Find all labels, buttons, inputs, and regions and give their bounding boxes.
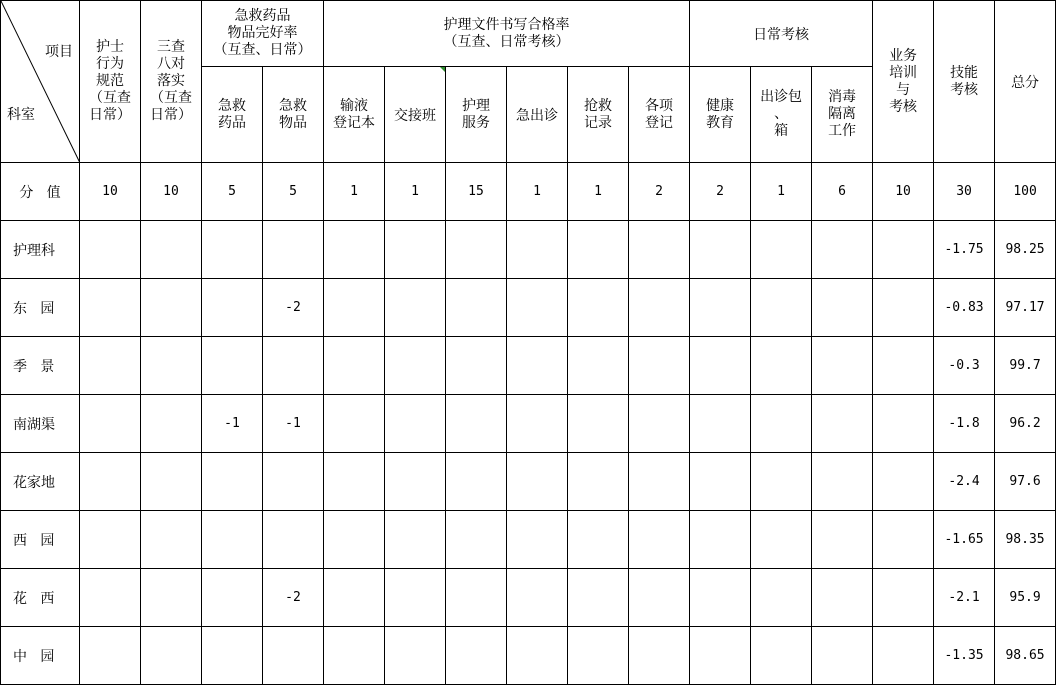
score-cell [385, 453, 446, 511]
score-cell [80, 337, 141, 395]
score-cell [141, 627, 202, 685]
score-cell [141, 395, 202, 453]
score-cell [324, 627, 385, 685]
sub-header-emergency-drugs: 急救 药品 [202, 67, 263, 163]
table-row [1, 221, 1056, 279]
score-cell [324, 453, 385, 511]
score-cell [751, 511, 812, 569]
sub-header-emergency-items: 急救 物品 [263, 67, 324, 163]
score-value-cell: 15 [446, 163, 507, 221]
score-value-cell: 10 [80, 163, 141, 221]
diagonal-divider [1, 1, 80, 163]
score-cell [80, 279, 141, 337]
score-cell [324, 511, 385, 569]
score-cell: -1.75 [934, 221, 995, 279]
score-cell: -2.1 [934, 569, 995, 627]
score-cell [446, 627, 507, 685]
score-cell: -1.8 [934, 395, 995, 453]
score-cell [507, 395, 568, 453]
data-rows [1, 221, 1056, 685]
score-cell [568, 453, 629, 511]
score-cell [446, 395, 507, 453]
score-cell [141, 279, 202, 337]
sub-header-outcall-bag: 出诊包 、 箱 [751, 67, 812, 163]
score-cell: 95.9 [995, 569, 1056, 627]
score-cell [141, 337, 202, 395]
group-header-documents: 护理文件书写合格率 （互查、日常考核） [324, 1, 690, 67]
department-name: 西 园 [1, 511, 80, 569]
score-cell [507, 569, 568, 627]
col-header-sancha: 三查 八对 落实 （互查 日常） [141, 1, 202, 163]
score-cell [202, 453, 263, 511]
department-name: 护理科 [1, 221, 80, 279]
score-cell [629, 337, 690, 395]
score-cell [568, 511, 629, 569]
score-cell [141, 511, 202, 569]
score-cell [873, 453, 934, 511]
table-row [1, 569, 1056, 627]
score-value-cell: 1 [385, 163, 446, 221]
score-cell [324, 337, 385, 395]
score-cell: -1 [202, 395, 263, 453]
score-cell: -2 [263, 569, 324, 627]
score-cell [751, 337, 812, 395]
score-cell [446, 279, 507, 337]
score-cell [202, 337, 263, 395]
score-cell: 98.35 [995, 511, 1056, 569]
score-cell [507, 627, 568, 685]
score-cell [812, 569, 873, 627]
score-cell [812, 511, 873, 569]
score-cell: 97.17 [995, 279, 1056, 337]
score-cell [202, 511, 263, 569]
score-cell [751, 453, 812, 511]
score-cell [385, 627, 446, 685]
score-cell [507, 453, 568, 511]
group-header-emergency: 急救药品 物品完好率 （互查、日常） [202, 1, 324, 67]
score-cell [446, 453, 507, 511]
score-row [1, 163, 1056, 221]
score-cell [629, 569, 690, 627]
score-cell [629, 453, 690, 511]
score-cell [324, 395, 385, 453]
score-value-cell: 30 [934, 163, 995, 221]
score-cell [873, 337, 934, 395]
score-cell [812, 627, 873, 685]
score-cell [873, 569, 934, 627]
score-cell [751, 569, 812, 627]
score-cell [568, 627, 629, 685]
score-value-cell: 10 [141, 163, 202, 221]
department-name: 南湖渠 [1, 395, 80, 453]
score-cell [507, 279, 568, 337]
score-cell [507, 511, 568, 569]
score-cell [690, 395, 751, 453]
score-cell [202, 279, 263, 337]
col-header-behavior: 护士 行为 规范 （互查 日常） [80, 1, 141, 163]
score-cell: 99.7 [995, 337, 1056, 395]
sub-header-registers: 各项 登记 [629, 67, 690, 163]
score-cell [324, 221, 385, 279]
score-cell [507, 221, 568, 279]
score-cell [446, 569, 507, 627]
table-row [1, 627, 1056, 685]
score-cell [141, 453, 202, 511]
score-cell [80, 627, 141, 685]
score-cell [80, 511, 141, 569]
score-cell [873, 279, 934, 337]
score-value-cell: 2 [690, 163, 751, 221]
score-value-cell: 5 [263, 163, 324, 221]
score-cell [812, 453, 873, 511]
score-cell [385, 511, 446, 569]
sub-header-handover: 交接班 [385, 67, 446, 163]
score-cell [568, 395, 629, 453]
score-cell [568, 279, 629, 337]
score-cell [202, 221, 263, 279]
sub-header-rescue: 抢救 记录 [568, 67, 629, 163]
score-cell: 98.25 [995, 221, 1056, 279]
score-cell [629, 279, 690, 337]
score-cell [568, 569, 629, 627]
department-name: 中 园 [1, 627, 80, 685]
table-row [1, 337, 1056, 395]
score-cell [873, 395, 934, 453]
score-cell: -2.4 [934, 453, 995, 511]
score-value-cell: 10 [873, 163, 934, 221]
score-cell [446, 511, 507, 569]
score-cell: -1.35 [934, 627, 995, 685]
score-cell [629, 395, 690, 453]
score-cell [690, 221, 751, 279]
table-row [1, 453, 1056, 511]
corner-label-department: 科室 [7, 107, 35, 123]
table-row [1, 395, 1056, 453]
score-cell [690, 511, 751, 569]
department-name: 东 园 [1, 279, 80, 337]
score-value-cell: 1 [324, 163, 385, 221]
col-header-skill: 技能 考核 [934, 1, 995, 163]
score-cell [690, 337, 751, 395]
score-cell [568, 337, 629, 395]
score-cell [751, 395, 812, 453]
score-cell [141, 569, 202, 627]
score-cell [385, 221, 446, 279]
department-name: 花 西 [1, 569, 80, 627]
score-cell [324, 569, 385, 627]
comment-marker [440, 67, 445, 72]
score-value-cell: 5 [202, 163, 263, 221]
score-cell [507, 337, 568, 395]
score-cell [263, 453, 324, 511]
score-cell [263, 221, 324, 279]
score-cell [690, 453, 751, 511]
score-cell: -1 [263, 395, 324, 453]
score-value-cell: 1 [751, 163, 812, 221]
score-cell: 98.65 [995, 627, 1056, 685]
group-header-daily: 日常考核 [690, 1, 873, 67]
score-cell [629, 221, 690, 279]
corner-label-item: 项目 [45, 44, 73, 60]
sub-header-nursing-service: 护理 服务 [446, 67, 507, 163]
score-cell [80, 453, 141, 511]
score-value-cell: 100 [995, 163, 1056, 221]
score-cell [80, 395, 141, 453]
score-cell [80, 221, 141, 279]
score-cell: -2 [263, 279, 324, 337]
score-cell [202, 627, 263, 685]
score-cell [324, 279, 385, 337]
score-value-cell: 2 [629, 163, 690, 221]
score-cell [446, 221, 507, 279]
score-cell: -1.65 [934, 511, 995, 569]
score-value-cell: 1 [507, 163, 568, 221]
department-name: 季 景 [1, 337, 80, 395]
score-cell [141, 221, 202, 279]
score-cell [751, 279, 812, 337]
score-value-cell: 6 [812, 163, 873, 221]
col-header-total: 总分 [995, 1, 1056, 163]
corner-header-cell [1, 1, 80, 163]
score-cell [873, 511, 934, 569]
sub-header-health-edu: 健康 教育 [690, 67, 751, 163]
score-cell [385, 279, 446, 337]
sub-header-outcall: 急出诊 [507, 67, 568, 163]
sub-header-disinfection: 消毒 隔离 工作 [812, 67, 873, 163]
score-cell [873, 627, 934, 685]
score-value-cell: 1 [568, 163, 629, 221]
score-cell [263, 511, 324, 569]
score-cell [751, 221, 812, 279]
department-name: 花家地 [1, 453, 80, 511]
score-cell [385, 337, 446, 395]
score-cell [873, 221, 934, 279]
col-header-training: 业务 培训 与 考核 [873, 1, 934, 163]
score-cell: -0.83 [934, 279, 995, 337]
score-cell [568, 221, 629, 279]
score-cell [690, 279, 751, 337]
table-row [1, 279, 1056, 337]
score-cell [751, 627, 812, 685]
score-cell: -0.3 [934, 337, 995, 395]
table-row [1, 511, 1056, 569]
score-cell [812, 395, 873, 453]
sub-header-infusion: 输液 登记本 [324, 67, 385, 163]
score-cell: 96.2 [995, 395, 1056, 453]
score-cell [385, 569, 446, 627]
score-cell [690, 569, 751, 627]
score-cell [263, 627, 324, 685]
score-cell [80, 569, 141, 627]
score-cell [385, 395, 446, 453]
score-cell [446, 337, 507, 395]
score-cell [812, 337, 873, 395]
score-cell [629, 627, 690, 685]
score-cell [812, 221, 873, 279]
score-cell: 97.6 [995, 453, 1056, 511]
score-cell [812, 279, 873, 337]
score-row-label: 分 值 [1, 163, 80, 221]
score-cell [263, 337, 324, 395]
score-cell [202, 569, 263, 627]
score-cell [629, 511, 690, 569]
score-cell [690, 627, 751, 685]
